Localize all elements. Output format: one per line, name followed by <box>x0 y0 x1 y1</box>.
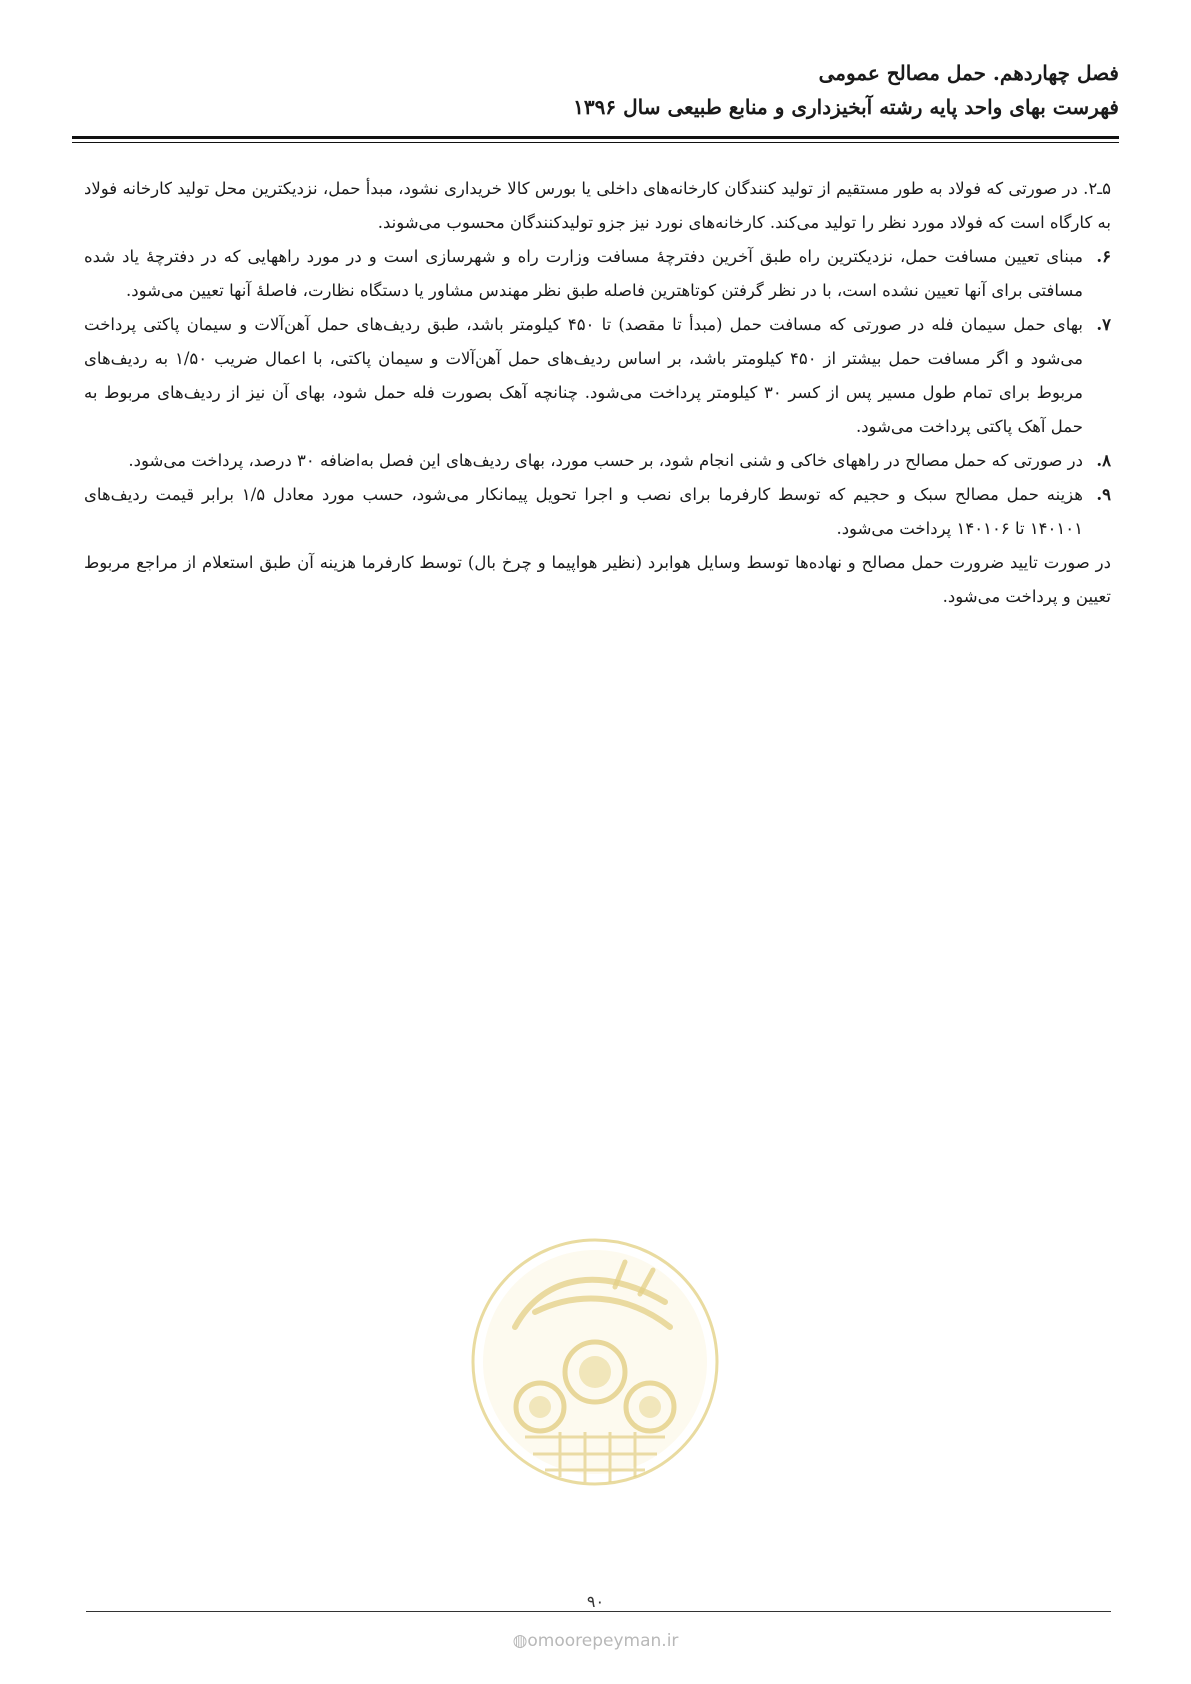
list-item <box>84 240 1111 308</box>
paragraph-5-2: ۵ـ۲. در صورتی که فولاد به طور مستقیم از تولید کنندگان کارخانه‌های داخلی یا بورس کالا خریداری نشود، مبدأ حمل، نزدیکترین محل تولید کارخانه فولاد به کارگاه است که فولاد مورد نظر را تولید می‌کند. کارخانه‌های نورد نیز جزو تولیدکنندگان محسوب می‌شوند. <box>84 179 1111 232</box>
body-text <box>84 172 1111 614</box>
page-header <box>72 56 1119 124</box>
item-text: در صورتی که حمل مصالح در راههای خاکی و شنی انجام شود، بر حسب مورد، بهای ردیف‌های این فصل به‌اضافه ۳۰ درصد، پرداخت می‌شود. <box>128 451 1083 470</box>
document-title: فهرست بهای واحد پایه رشته آبخیزداری و منابع طبیعی سال ۱۳۹۶ <box>573 95 1119 119</box>
list-item <box>84 308 1111 444</box>
footer-rule <box>86 1611 1111 1612</box>
watermark-url <box>0 1631 1191 1651</box>
watermark-url-text: omoorepeyman.ir <box>527 1631 679 1651</box>
header-rule-thin <box>72 142 1119 143</box>
header-rule-thick <box>72 136 1119 139</box>
watermark-logo-icon: ◍ <box>512 1631 528 1651</box>
chapter-title: فصل چهاردهم. حمل مصالح عمومی <box>818 61 1119 85</box>
seal-logo-icon <box>465 1232 725 1492</box>
item-number: ۸. <box>1096 451 1111 470</box>
item-text: هزینه حمل مصالح سبک و حجیم که توسط کارفرما برای نصب و اجرا تحویل پیمانکار می‌شود، حسب مورد معادل ۱/۵ برابر قیمت ردیف‌های ۱۴۰۱۰۱ تا ۱۴۰۱۰۶ پرداخت می‌شود. <box>84 485 1083 538</box>
page-number: ۹۰ <box>586 1592 605 1611</box>
item-number: ۶. <box>1096 247 1111 266</box>
item-text: بهای حمل سیمان فله در صورتی که مسافت حمل (مبدأ تا مقصد) تا ۴۵۰ کیلومتر باشد، طبق ردیف‌های حمل آهن‌آلات و سیمان پاکتی پرداخت می‌شود و اگر مسافت حمل بیشتر از ۴۵۰ کیلومتر باشد، بر اساس ردیف‌های حمل آهن‌آلات و سیمان پاکتی، با اعمال ضریب ۱/۵۰ به ردیف‌های مربوط برای تمام طول مسیر پس از کسر ۳۰ کیلومتر پرداخت می‌شود. چنانچه آهک بصورت فله حمل شود، بهای آن نیز از ردیف‌های مربوط به حمل آهک پاکتی پرداخت می‌شود. <box>84 315 1083 436</box>
item-text: مبنای تعیین مسافت حمل، نزدیکترین راه طبق آخرین دفترچهٔ مسافت وزارت راه و شهرسازی است و در مورد راههایی که در دفترچهٔ یاد شده مسافتی برای آنها تعیین نشده است، با در نظر گرفتن کوتاهترین فاصله طبق نظر مهندس مشاور یا دستگاه نظارت، فاصلهٔ آنها تعیین می‌شود. <box>84 247 1083 300</box>
list-item <box>84 478 1111 546</box>
list-item <box>84 444 1111 478</box>
item-number: ۹. <box>1096 485 1111 504</box>
final-paragraph: در صورت تایید ضرورت حمل مصالح و نهاده‌ها توسط وسایل هوابرد (نظیر هواپیما و چرخ بال) توسط کارفرما هزینه آن طبق استعلام از مراجع مربوط تعیین و پرداخت می‌شود. <box>84 553 1111 606</box>
item-number: ۷. <box>1096 315 1111 334</box>
